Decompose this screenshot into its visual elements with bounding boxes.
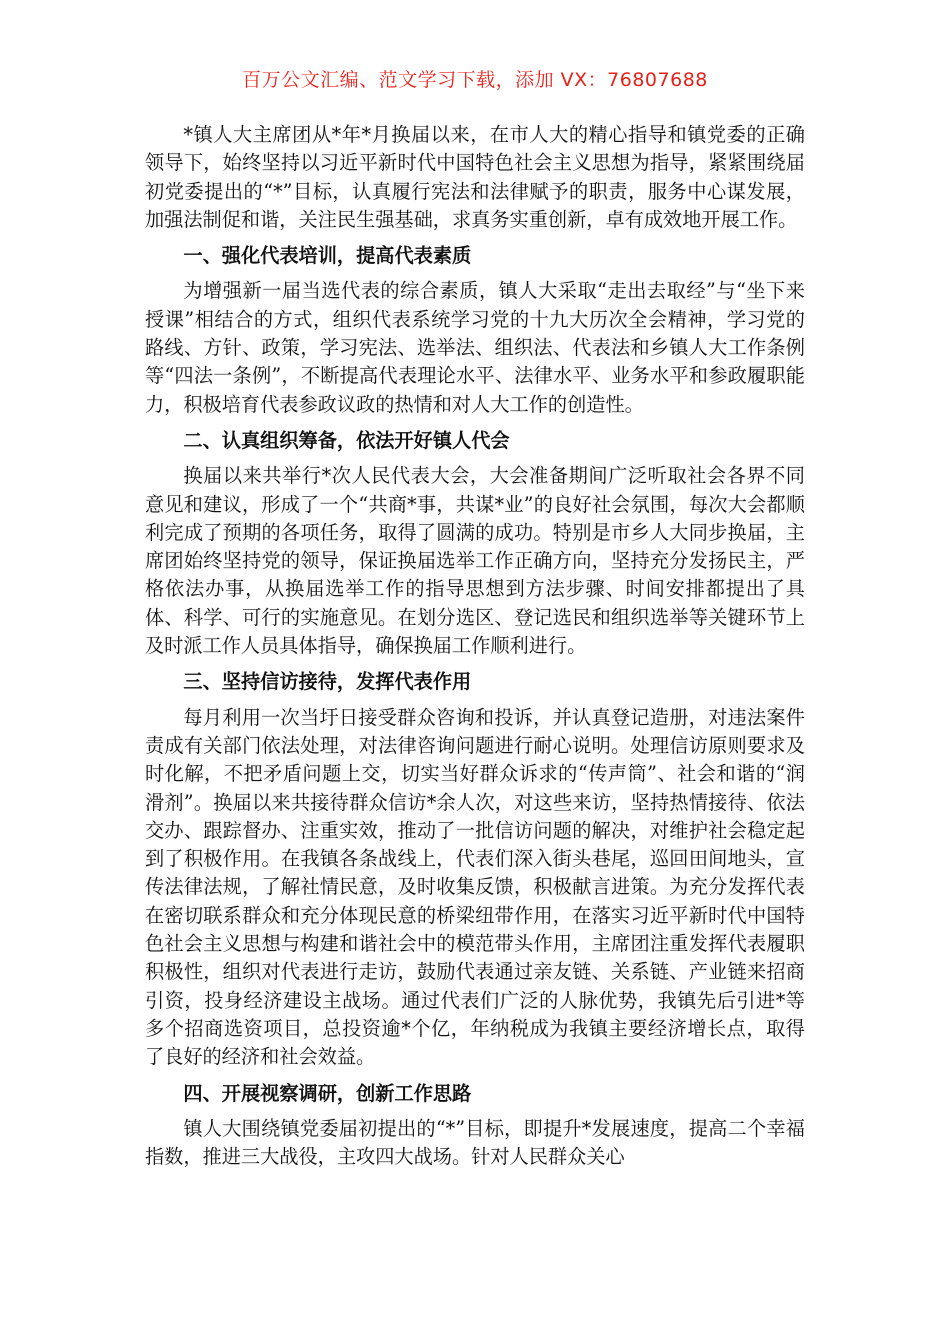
section-heading-4: 四、开展视察调研，创新工作思路	[183, 1081, 472, 1105]
section-heading-1: 一、强化代表培训，提高代表素质	[183, 244, 472, 268]
header-banner: 百万公文汇编、范文学习下载，添加 VX：76807688	[242, 69, 708, 91]
document-body	[145, 121, 805, 1171]
section-body-1: 为增强新一届当选代表的综合素质，镇人大采取“走出去取经”与“坐下来授课”相结合的方式，组织代表系统学习党的十九大历次全会精神，学习党的路线、方针、政策，学习宪法、选举法、组织法、代表法和乡镇人大工作条例等“四法一条例”，不断提高代表理论水平、法律水平、业务水平和参政履职能力，积极培育代表参政议政的热情和对人大工作的创造性。	[145, 279, 805, 416]
section-body-4: 镇人大围绕镇党委届初提出的“*”目标，即提升*发展速度，提高二个幸福指数，推进三大战役，主攻四大战场。针对人民群众关心	[145, 1116, 805, 1169]
intro-paragraph: *镇人大主席团从*年*月换届以来，在市人大的精心指导和镇党委的正确领导下，始终坚持以习近平新时代中国特色社会主义思想为指导，紧紧围绕届初党委提出的“*”目标，认真履行宪法和法律赋予的职责，服务中心谋发展，加强法制促和谐，关注民生强基础，求真务实重创新，卓有成效地开展工作。	[145, 123, 805, 231]
section-body-2: 换届以来共举行*次人民代表大会，大会准备期间广泛听取社会各界不同意见和建议，形成了一个“共商*事，共谋*业”的良好社会氛围，每次大会都顺利完成了预期的各项任务，取得了圆满的成功。特别是市乡人大同步换届，主席团始终坚持党的领导，保证换届选举工作正确方向，坚持充分发扬民主，严格依法办事，从换届选举工作的指导思想到方法步骤、时间安排都提出了具体、科学、可行的实施意见。在划分选区、登记选民和组织选举等关键环节上及时派工作人员具体指导，确保换届工作顺利进行。	[145, 464, 805, 658]
section-heading-3: 三、坚持信访接待，发挥代表作用	[183, 670, 472, 694]
section-body-3: 每月利用一次当圩日接受群众咨询和投诉，并认真登记造册，对违法案件责成有关部门依法处理，对法律咨询问题进行耐心说明。处理信访原则要求及时化解，不把矛盾问题上交，切实当好群众诉求的“传声筒”、社会和谐的“润滑剂”。换届以来共接待群众信访*余人次，对这些来访，坚持热情接待、依法交办、跟踪督办、注重实效，推动了一批信访问题的解决，对维护社会稳定起到了积极作用。在我镇各条战线上，代表们深入街头巷尾，巡回田间地头，宣传法律法规，了解社情民意，及时收集反馈，积极献言进策。为充分发挥代表在密切联系群众和充分体现民意的桥梁纽带作用，在落实习近平新时代中国特色社会主义思想与构建和谐社会中的模范带头作用，主席团注重发挥代表履职积极性，组织对代表进行走访，鼓励代表通过亲友链、关系链、产业链来招商引资，投身经济建设主战场。通过代表们广泛的人脉优势，我镇先后引进*等多个招商选资项目，总投资逾*个亿，年纳税成为我镇主要经济增长点，取得了良好的经济和社会效益。	[145, 705, 805, 1069]
section-heading-2: 二、认真组织筹备，依法开好镇人代会	[183, 428, 510, 452]
